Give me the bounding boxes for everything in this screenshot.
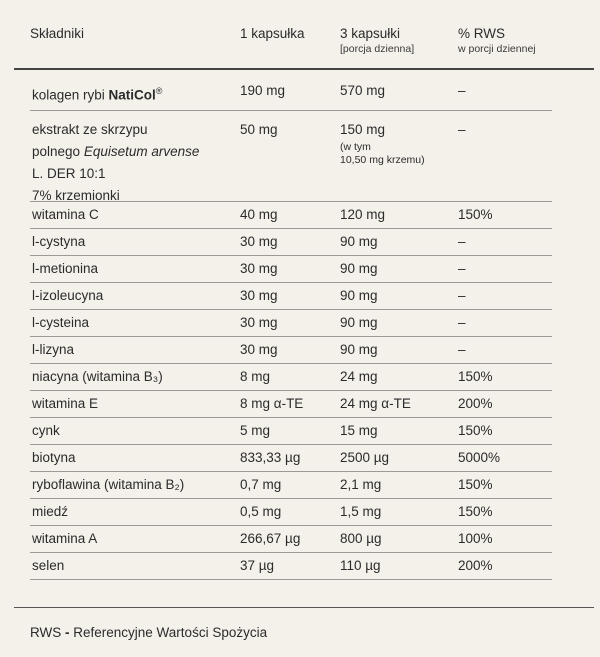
value-one-capsule: 30 mg <box>240 288 278 303</box>
table-row <box>30 364 552 391</box>
table-row <box>30 70 552 111</box>
value-three-capsules: 24 mg <box>340 369 378 384</box>
table-row <box>30 418 552 445</box>
ingredient-name: niacyna (witamina B₃) <box>32 369 163 384</box>
ingredient-name: witamina E <box>32 396 99 411</box>
value-rws: – <box>458 122 466 137</box>
value-three-capsules: 90 mg <box>340 234 378 249</box>
value-three-capsules: 120 mg <box>340 207 386 222</box>
value-rws: – <box>458 342 466 357</box>
value-three-capsules: 800 µg <box>340 531 382 546</box>
footnote-text: Referencyjne Wartości Spożycia <box>73 625 268 640</box>
value-rws: – <box>458 315 466 330</box>
value-rws: 150% <box>458 369 493 384</box>
value-three-capsules: 150 mg (w tym 10,50 mg krzemu) <box>340 122 425 166</box>
value-three-capsules: 110 µg <box>340 558 381 573</box>
silicon-note-value: 10,50 mg krzemu) <box>340 154 425 166</box>
ingredient-name: miedź <box>32 504 69 519</box>
ingredient-name: l-metionina <box>32 261 99 276</box>
table-header <box>0 0 600 62</box>
value-one-capsule: 30 mg <box>240 342 278 357</box>
value-three-capsules: 90 mg <box>340 315 378 330</box>
header-one-capsule: 1 kapsułka <box>240 26 305 41</box>
value-one-capsule: 0,5 mg <box>240 504 282 519</box>
value-three-capsules: 2,1 mg <box>340 477 382 492</box>
header-three-capsules <box>340 26 414 56</box>
value-rws: 150% <box>458 504 493 519</box>
ingredient-name: selen <box>32 558 65 573</box>
ingredient-name: l-cystyna <box>32 234 86 249</box>
footer-divider <box>14 607 594 608</box>
value-one-capsule: 30 mg <box>240 261 278 276</box>
value-three-capsules: 24 mg α-TE <box>340 396 411 411</box>
table-row <box>30 553 552 580</box>
ingredient-name: witamina C <box>32 207 99 222</box>
header-rws-label: % RWS <box>458 26 506 41</box>
ingredient-name: l-lizyna <box>32 342 75 357</box>
value-rws: – <box>458 261 466 276</box>
ingredient-name: l-izoleucyna <box>32 288 104 303</box>
header-daily-portion: [porcja dzienna] <box>340 43 415 55</box>
value-rws: – <box>458 288 466 303</box>
value-one-capsule: 50 mg <box>240 122 278 137</box>
value-rws: – <box>458 234 466 249</box>
value-one-capsule: 30 mg <box>240 315 278 330</box>
value-three-capsules: 90 mg <box>340 288 378 303</box>
table-row <box>30 526 552 553</box>
header-ingredients: Składniki <box>30 26 85 41</box>
table-row <box>30 337 552 364</box>
value-one-capsule: 190 mg <box>240 83 286 98</box>
value-rws: 200% <box>458 558 493 573</box>
ingredient-name: kolagen rybi NatiCol® <box>32 86 163 103</box>
value-rws: 150% <box>458 423 493 438</box>
footnote-dash: - <box>61 625 74 640</box>
table-row <box>30 391 552 418</box>
value-three-capsules: 570 mg <box>340 83 386 98</box>
value-one-capsule: 37 µg <box>240 558 275 573</box>
header-rws <box>458 26 536 56</box>
ingredient-name: biotyna <box>32 450 76 465</box>
header-rws-sub: w porcji dziennej <box>458 43 536 55</box>
value-rws: 150% <box>458 477 493 492</box>
value-rws: 150% <box>458 207 493 222</box>
table-row <box>30 283 552 310</box>
header-three-capsules-label: 3 kapsułki <box>340 26 401 41</box>
table-row <box>30 445 552 472</box>
value-rws: 200% <box>458 396 493 411</box>
value-one-capsule: 833,33 µg <box>240 450 301 465</box>
ingredient-name: l-cysteina <box>32 315 90 330</box>
value-rws: 5000% <box>458 450 501 465</box>
value-one-capsule: 8 mg <box>240 369 271 384</box>
value-one-capsule: 5 mg <box>240 423 271 438</box>
value-three-capsules: 90 mg <box>340 261 378 276</box>
value-rws: 100% <box>458 531 493 546</box>
value-one-capsule: 40 mg <box>240 207 278 222</box>
table-row <box>30 472 552 499</box>
table-row <box>30 229 552 256</box>
table-row <box>30 310 552 337</box>
ingredient-name: cynk <box>32 423 60 438</box>
value-rws: – <box>458 83 466 98</box>
value-three-capsules: 2500 µg <box>340 450 390 465</box>
table-row <box>30 499 552 526</box>
ingredients-table <box>0 70 600 580</box>
table-row <box>30 202 552 229</box>
footnote <box>30 625 267 640</box>
ingredient-name: ryboflawina (witamina B₂) <box>32 477 185 492</box>
value-one-capsule: 0,7 mg <box>240 477 282 492</box>
value-one-capsule: 8 mg α-TE <box>240 396 304 411</box>
ingredient-name: ekstrakt ze skrzypu polnego Equisetum arvense L. DER 10:1 7% krzemionki <box>32 122 200 203</box>
table-row <box>30 111 552 202</box>
value-one-capsule: 266,67 µg <box>240 531 301 546</box>
footnote-abbr: RWS <box>30 625 62 640</box>
value-three-capsules: 1,5 mg <box>340 504 382 519</box>
ingredient-name: witamina A <box>32 531 98 546</box>
table-row <box>30 256 552 283</box>
value-three-capsules: 15 mg <box>340 423 378 438</box>
silicon-note: (w tym <box>340 141 371 153</box>
value-one-capsule: 30 mg <box>240 234 278 249</box>
value-three-capsules: 90 mg <box>340 342 378 357</box>
